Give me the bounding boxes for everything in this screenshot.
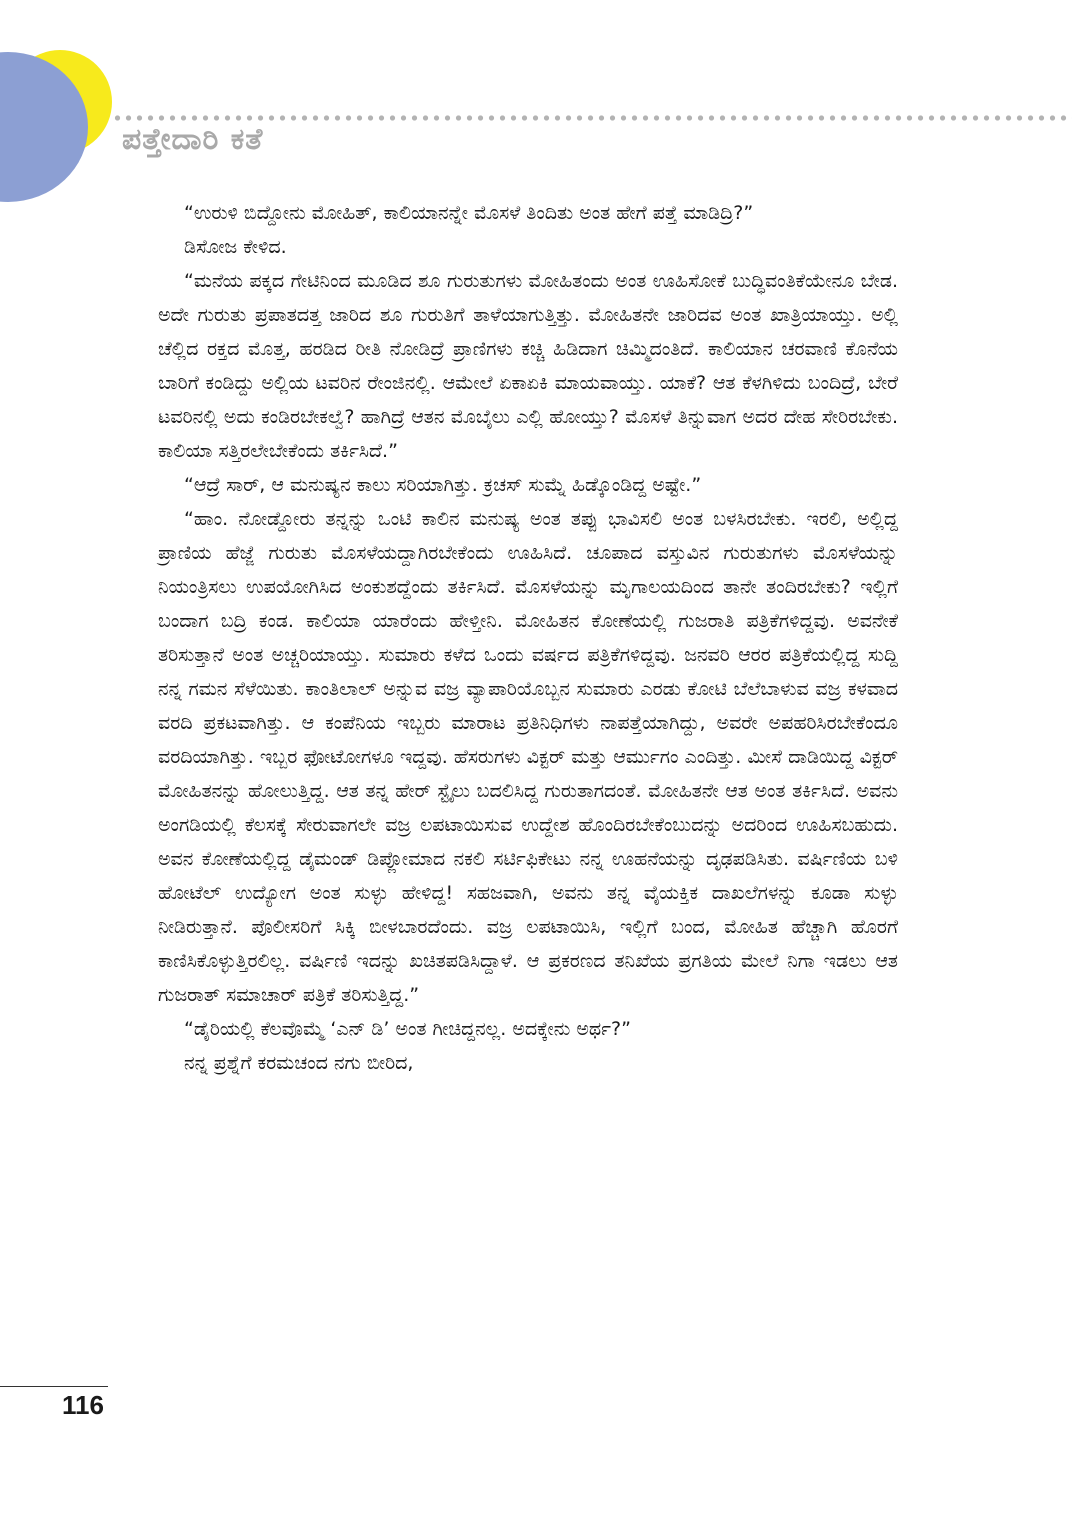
dotted-header-rule (112, 114, 1072, 122)
footer-rule (0, 1386, 108, 1387)
paragraph: “ಆದ್ರೆ ಸಾರ್, ಆ ಮನುಷ್ಯನ ಕಾಲು ಸರಿಯಾಗಿತ್ತು. ಕ್ರಚಸ್ ಸುಮ್ನೆ ಹಿಡ್ಕೊಂಡಿದ್ದ ಅಷ್ಟೇ.” (184, 474, 702, 496)
page-number: 116 (62, 1390, 104, 1420)
paragraph: ನನ್ನ ಪ್ರಶ್ನೆಗೆ ಕರಮಚಂದ ನಗು ಬೀರಿದ, (184, 1052, 414, 1074)
story-body (158, 196, 898, 1080)
paragraph: “ಹಾಂ. ನೋಡ್ದೋರು ತನ್ನನ್ನು ಒಂಟಿ ಕಾಲಿನ ಮನುಷ್ಯ ಅಂತ ತಪ್ಪು ಭಾವಿಸಲಿ ಅಂತ ಬಳಸಿರಬೇಕು. ಇರಲಿ, ಅಲ್ಲಿದ್ದ ಪ್ರಾಣಿಯ ಹೆಜ್ಜೆ ಗುರುತು ಮೊಸಳೆಯದ್ದಾಗಿರಬೇಕೆಂದು ಊಹಿಸಿದೆ. ಚೂಪಾದ ವಸ್ತುವಿನ ಗುರುತುಗಳು ಮೊಸಳೆಯನ್ನು ನಿಯಂತ್ರಿಸಲು ಉಪಯೋಗಿಸಿದ ಅಂಕುಶದ್ದೆಂದು ತರ್ಕಿಸಿದೆ. ಮೊಸಳೆಯನ್ನು ಮೃಗಾಲಯದಿಂದ ತಾನೇ ತಂದಿರಬೇಕು? ಇಲ್ಲಿಗೆ ಬಂದಾಗ ಬದ್ರಿ ಕಂಡ. ಕಾಲಿಯಾ ಯಾರೆಂದು ಹೇಳ್ತೀನಿ. ಮೋಹಿತನ ಕೋಣೆಯಲ್ಲಿ ಗುಜರಾತಿ ಪತ್ರಿಕೆಗಳಿದ್ದವು. ಅವನೇಕೆ ತರಿಸುತ್ತಾನೆ ಅಂತ ಅಚ್ಚರಿಯಾಯ್ತು. ಸುಮಾರು ಕಳೆದ ಒಂದು ವರ್ಷದ ಪತ್ರಿಕೆಗಳಿದ್ದವು. ಜನವರಿ ಆರರ ಪತ್ರಿಕೆಯಲ್ಲಿದ್ದ ಸುದ್ದಿ ನನ್ನ ಗಮನ ಸೆಳೆಯಿತು. ಕಾಂತಿಲಾಲ್ ಅನ್ನುವ ವಜ್ರ ವ್ಯಾಪಾರಿಯೊಬ್ಬನ ಸುಮಾರು ಎರಡು ಕೋಟಿ ಬೆಲೆಬಾಳುವ ವಜ್ರ ಕಳವಾದ ವರದಿ ಪ್ರಕಟವಾಗಿತ್ತು. ಆ ಕಂಪೆನಿಯ ಇಬ್ಬರು ಮಾರಾಟ ಪ್ರತಿನಿಧಿಗಳು ನಾಪತ್ತೆಯಾಗಿದ್ದು, ಅವರೇ ಅಪಹರಿಸಿರಬೇಕೆಂದೂ ವರದಿಯಾಗಿತ್ತು. ಇಬ್ಬರ ಫೋಟೋಗಳೂ ಇದ್ದವು. ಹೆಸರುಗಳು ವಿಕ್ಟರ್ ಮತ್ತು ಆರ್ಮುಗಂ ಎಂದಿತ್ತು. ಮೀಸೆ ದಾಡಿಯಿದ್ದ ವಿಕ್ಟರ್ ಮೋಹಿತನನ್ನು ಹೋಲುತ್ತಿದ್ದ. ಆತ ತನ್ನ ಹೇರ್ ಸ್ಟೈಲು ಬದಲಿಸಿದ್ದ ಗುರುತಾಗದಂತೆ. ಮೋಹಿತನೇ ಆತ ಅಂತ ತರ್ಕಿಸಿದೆ. ಅವನು ಅಂಗಡಿಯಲ್ಲಿ ಕೆಲಸಕ್ಕೆ ಸೇರುವಾಗಲೇ ವಜ್ರ ಲಪಟಾಯಿಸುವ ಉದ್ದೇಶ ಹೊಂದಿರಬೇಕೆಂಬುದನ್ನು ಅದರಿಂದ ಊಹಿಸಬಹುದು. ಅವನ ಕೋಣೆಯಲ್ಲಿದ್ದ ಡೈಮಂಡ್ ಡಿಪ್ಲೋಮಾದ ನಕಲಿ ಸರ್ಟಿಫಿಕೇಟು ನನ್ನ ಊಹನೆಯನ್ನು ದೃಢಪಡಿಸಿತು. ವರ್ಷಿಣಿಯ ಬಳಿ ಹೋಟೆಲ್ ಉದ್ಯೋಗ ಅಂತ ಸುಳ್ಳು ಹೇಳಿದ್ದ! ಸಹಜವಾಗಿ, ಅವನು ತನ್ನ ವೈಯಕ್ತಿಕ ದಾಖಲೆಗಳನ್ನು ಕೂಡಾ ಸುಳ್ಳು ನೀಡಿರುತ್ತಾನೆ. ಪೊಲೀಸರಿಗೆ ಸಿಕ್ಕಿ ಬೀಳಬಾರದೆಂದು. ವಜ್ರ ಲಪಟಾಯಿಸಿ, ಇಲ್ಲಿಗೆ ಬಂದ, ಮೋಹಿತ ಹೆಚ್ಚಾಗಿ ಹೊರಗೆ ಕಾಣಿಸಿಕೊಳ್ಳುತ್ತಿರಲಿಲ್ಲ. ವರ್ಷಿಣಿ ಇದನ್ನು ಖಚಿತಪಡಿಸಿದ್ದಾಳೆ. ಆ ಪ್ರಕರಣದ ತನಿಖೆಯ ಪ್ರಗತಿಯ ಮೇಲೆ ನಿಗಾ ಇಡಲು ಆತ ಗುಜರಾತ್ ಸಮಾಚಾರ್ ಪತ್ರಿಕೆ ತರಿಸುತ್ತಿದ್ದ.” (158, 508, 898, 1006)
paragraph: “ಡೈರಿಯಲ್ಲಿ ಕೆಲವೊಮ್ಮೆ ‘ಎನ್ ಡಿ’ ಅಂತ ಗೀಚಿದ್ದನಲ್ಲ. ಅದಕ್ಕೇನು ಅರ್ಥ?” (184, 1018, 631, 1040)
paragraph: “ಮನೆಯ ಪಕ್ಕದ ಗೇಟಿನಿಂದ ಮೂಡಿದ ಶೂ ಗುರುತುಗಳು ಮೋಹಿತಂದು ಅಂತ ಊಹಿಸೋಕೆ ಬುದ್ಧಿವಂತಿಕೆಯೇನೂ ಬೇಡ. ಅದೇ ಗುರುತು ಪ್ರಪಾತದತ್ತ ಜಾರಿದ ಶೂ ಗುರುತಿಗೆ ತಾಳೆಯಾಗುತ್ತಿತ್ತು. ಮೋಹಿತನೇ ಜಾರಿದವ ಅಂತ ಖಾತ್ರಿಯಾಯ್ತು. ಅಲ್ಲಿ ಚೆಲ್ಲಿದ ರಕ್ತದ ಮೊತ್ತ, ಹರಡಿದ ರೀತಿ ನೋಡಿದ್ರೆ ಪ್ರಾಣಿಗಳು ಕಚ್ಚಿ ಹಿಡಿದಾಗ ಚಿಮ್ಮಿದಂತಿದೆ. ಕಾಲಿಯಾನ ಚರವಾಣಿ ಕೊನೆಯ ಬಾರಿಗೆ ಕಂಡಿದ್ದು ಅಲ್ಲಿಯ ಟವರಿನ ರೇಂಜಿನಲ್ಲಿ. ಆಮೇಲೆ ಏಕಾಏಕಿ ಮಾಯವಾಯ್ತು. ಯಾಕೆ? ಆತ ಕೆಳಗಿಳಿದು ಬಂದಿದ್ರೆ, ಬೇರೆ ಟವರಿನಲ್ಲಿ ಅದು ಕಂಡಿರಬೇಕಲ್ವೆ? ಹಾಗಿದ್ರೆ ಆತನ ಮೊಬೈಲು ಎಲ್ಲಿ ಹೋಯ್ತು? ಮೊಸಳೆ ತಿನ್ನುವಾಗ ಅದರ ದೇಹ ಸೇರಿರಬೇಕು. ಕಾಲಿಯಾ ಸತ್ತಿರಲೇಬೇಕೆಂದು ತರ್ಕಿಸಿದೆ.” (158, 270, 898, 462)
paragraph: “ಉರುಳಿ ಬಿದ್ದೋನು ಮೋಹಿತ್, ಕಾಲಿಯಾನನ್ನೇ ಮೊಸಳೆ ತಿಂದಿತು ಅಂತ ಹೇಗೆ ಪತ್ತೆ ಮಾಡಿದ್ರಿ?” (184, 202, 754, 224)
paragraph: ಡಿಸೋಜ ಕೇಳಿದ. (184, 236, 287, 258)
section-title: ಪತ್ತೇದಾರಿ ಕತೆ (122, 122, 264, 157)
